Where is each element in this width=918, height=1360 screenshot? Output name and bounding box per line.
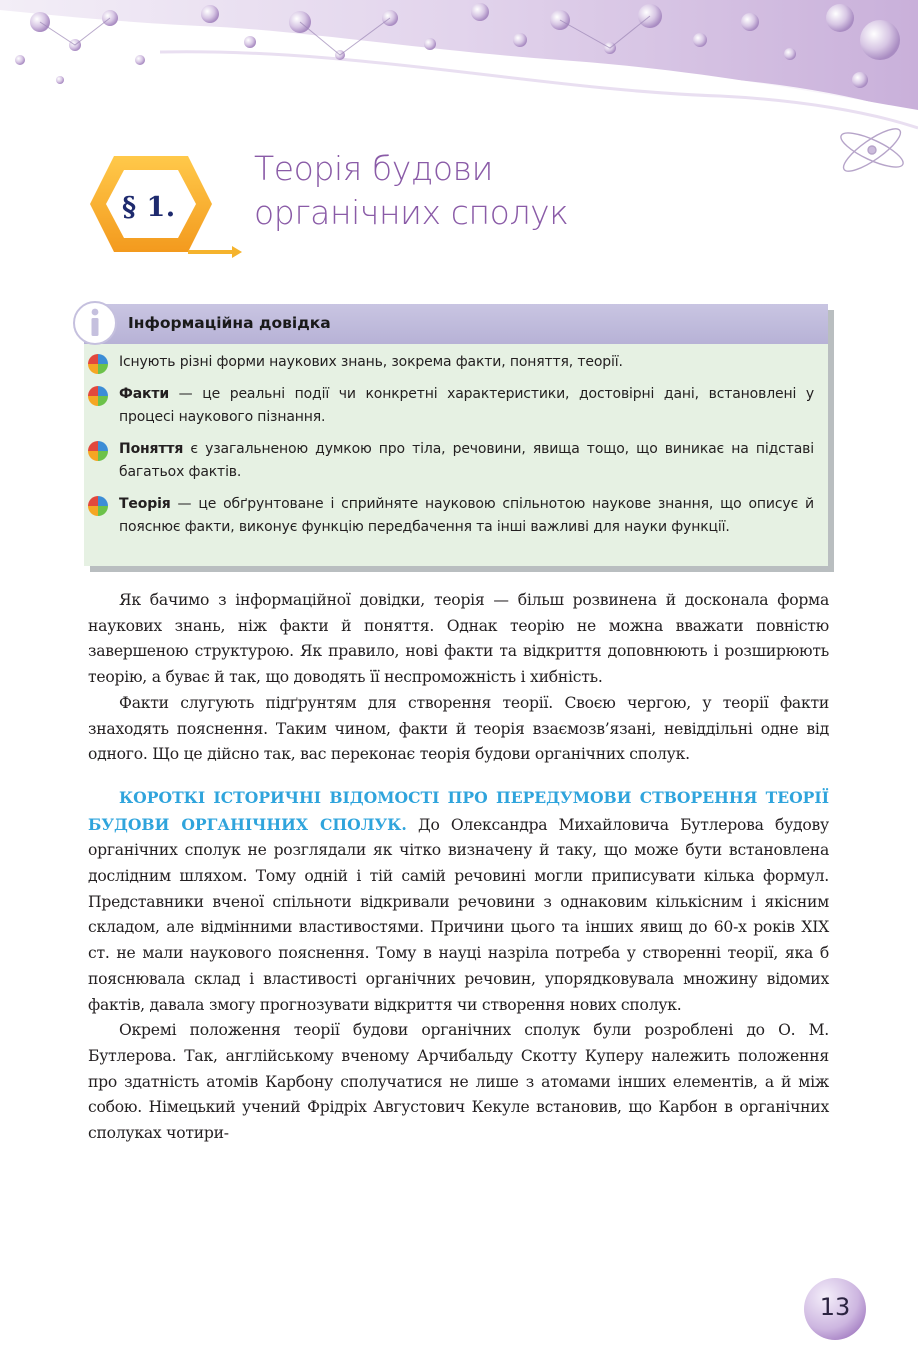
info-item-term: Поняття — [119, 441, 184, 457]
info-icon — [70, 298, 120, 348]
body-paragraph: Факти слугують підґрунтям для створення теорії. Своєю чергою, у теорії факти знаходять пояснення. Таким чином, факти й теорія взаємозв’язані, невіддільні одне від одного. Що це дійсно так, вас переконає теорія будови органічних сполук. — [88, 693, 829, 764]
info-box — [84, 304, 838, 574]
chapter-title-line2: органічних сполук — [254, 193, 569, 232]
section-heading-continuation: До Олександра Михайловича Бутлерова будову органічних сполук не розглядали як чітко визначену й таку, що може бути встановлена дослідним шляхом. Тому одній і тій самій речовині могли приписувати кілька формул. Представники вченої спільноти відкривали речовини з однаковим кількісним і якісним складом, але відмінними властивостями. Причини цього та інших явищ до 60-х років XIX ст. не мали наукового пояснення. Тому в науці назріла потреба у створенні теорії, яка б пояснювала склад і властивості органічних речовин, упорядковувала множину відомих фактів, давала змогу прогнозувати відкриття чи створення нових сполук. — [88, 815, 829, 1014]
info-box-header — [84, 304, 828, 344]
body-paragraph: Як бачимо з інформаційної довідки, теорія — більш розвинена й досконала форма наукових знань, ніж факти й поняття. Однак теорію не можна вважати повністю завершеною структурою. Як правило, нові факти та відкриття доповнюють і розширюють теорію, а буває й так, що доводять її неспроможність і хибність. — [88, 591, 829, 687]
info-list — [84, 351, 828, 548]
info-item-text: — це обґрунтоване і сприйняте науковою спільнотою наукове знання, що описує й пояснює факти, виконує функцію передбачення та інші важливі для науки функції. — [119, 496, 814, 535]
info-item-text: Існують різні форми наукових знань, зокрема факти, поняття, теорії. — [119, 354, 623, 370]
section-badge — [84, 150, 244, 270]
body-text — [88, 588, 829, 1147]
section-number: § 1. — [122, 192, 176, 223]
info-item — [84, 493, 828, 539]
info-item — [84, 438, 828, 484]
info-box-body — [84, 304, 828, 566]
page-number-badge — [802, 1276, 868, 1342]
info-box-title: Інформаційна довідка — [128, 314, 331, 332]
info-item-term: Факти — [119, 386, 170, 402]
info-item-text: — це реальні події чи конкретні характеристики, достовірні дані, встановлені у процесі наукового пізнання. — [119, 386, 814, 425]
chapter-title-line1: Теорія будови — [254, 149, 493, 188]
pinwheel-icon — [87, 353, 109, 375]
pinwheel-icon — [87, 495, 109, 517]
pinwheel-icon — [87, 385, 109, 407]
body-paragraph — [88, 785, 829, 1018]
info-item — [84, 383, 828, 429]
section-heading: КОРОТКІ ІСТОРИЧНІ ВІДОМОСТІ ПРО ПЕРЕДУМОВИ СТВОРЕННЯ ТЕОРІЇ БУДОВИ ОРГАНІЧНИХ СПОЛУК. — [88, 787, 829, 834]
info-item-text: є узагальненою думкою про тіла, речовини, явища тощо, що виникає на підставі багатьох фактів. — [119, 441, 814, 480]
info-item — [84, 351, 828, 374]
pinwheel-icon — [87, 440, 109, 462]
page-number: 13 — [819, 1293, 851, 1321]
chapter-title — [254, 147, 674, 235]
info-item-term: Теорія — [119, 496, 171, 512]
body-paragraph: Окремі положення теорії будови органічних сполук були розроблені до О. М. Бутлерова. Так, англійському вченому Арчибальду Скотту Куперу належить положення про здатність атомів Карбону сполучатися не лише з атомами інших елементів, а й між собою. Німецький учений Фрідріх Августович Кекуле встановив, що Карбон в органічних сполуках чотири- — [88, 1021, 829, 1143]
